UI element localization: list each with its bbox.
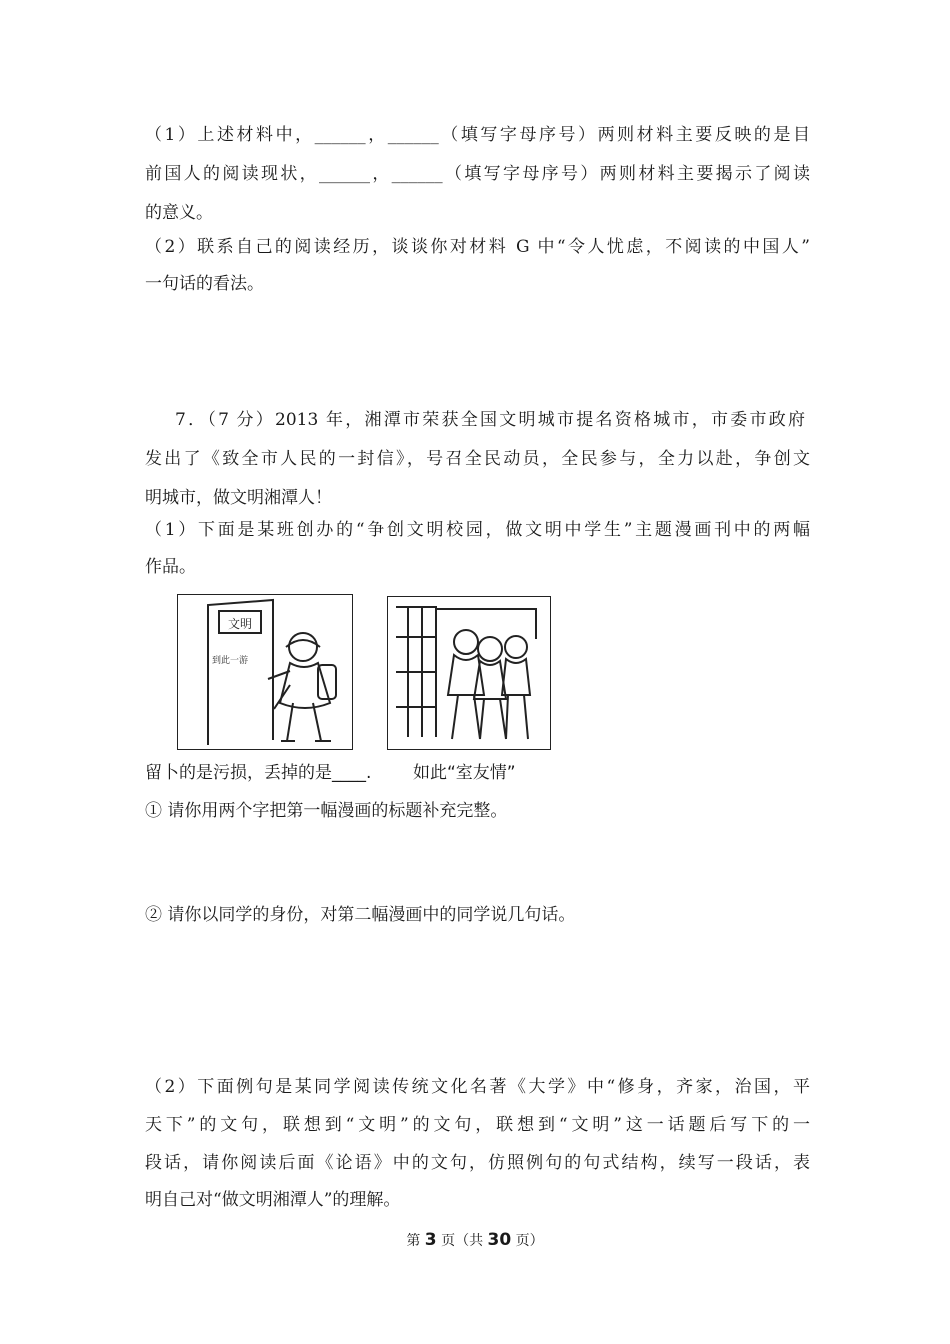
q6-sub1-line3: 的意义。 xyxy=(145,203,213,223)
footer-middle: 页（共 xyxy=(436,1233,488,1249)
q6-sub1-line2: 前国人的阅读现状，______，______（填写字母序号）两则材料主要揭示了阅读 xyxy=(145,164,810,184)
footer-suffix: 页） xyxy=(511,1233,544,1249)
q7-sub2-line1: （2）下面例句是某同学阅读传统文化名著《大学》中“修身，齐家，治国，平 xyxy=(145,1077,810,1097)
q7-sub1-line1: （1）下面是某班创办的“争创文明校园，做文明中学生”主题漫画刊中的两幅 xyxy=(145,520,810,540)
cartoon-dorm-drawing xyxy=(388,597,550,749)
q7-intro-line2: 发出了《致全市人民的一封信》，号召全民动员，全民参与，全力以赴，争创文 xyxy=(145,449,810,469)
cartoon-wall-text: 到此一游 xyxy=(212,656,249,666)
q7-task1: ① 请你用两个字把第一幅漫画的标题补充完整。 xyxy=(145,801,508,821)
q7-intro-line3: 明城市，做文明湘潭人！ xyxy=(145,488,332,508)
footer-total-pages: 30 xyxy=(487,1230,512,1250)
cartoon-sign-text: 文明 xyxy=(227,617,253,631)
q6-sub1-line1: （1）上述材料中，______，______（填写字母序号）两则材料主要反映的是目 xyxy=(145,125,810,145)
cartoon-graffiti-drawing xyxy=(178,595,352,749)
q6-sub2-line2: 一句话的看法。 xyxy=(145,274,264,294)
q7-task2: ② 请你以同学的身份，对第二幅漫画中的同学说几句话。 xyxy=(145,905,576,925)
q7-intro-line1: 7．（7 分）2013 年，湘潭市荣获全国文明城市提名资格城市，市委市政府 xyxy=(175,410,805,430)
q7-sub1-line2: 作品。 xyxy=(145,557,196,577)
page-footer xyxy=(0,1230,950,1251)
q6-sub2-line1: （2）联系自己的阅读经历，谈谈你对材料 G 中“令人忧虑，不阅读的中国人” xyxy=(145,237,810,257)
cartoon-graffiti xyxy=(177,594,353,750)
cartoon2-caption: 如此“室友情” xyxy=(413,763,516,783)
q7-sub2-line2: 天下”的文句，联想到“文明”的文句，联想到“文明”这一话题后写下的一 xyxy=(145,1115,810,1135)
cartoon-dorm xyxy=(387,596,551,750)
cartoon1-caption: 留卜的是污损，丢掉的是____. xyxy=(145,763,372,783)
footer-prefix: 第 xyxy=(406,1233,425,1249)
q7-sub2-line4: 明自己对“做文明湘潭人”的理解。 xyxy=(145,1190,401,1210)
footer-page-number: 3 xyxy=(424,1230,437,1250)
q7-sub2-line3: 段话，请你阅读后面《论语》中的文句，仿照例句的句式结构，续写一段话，表 xyxy=(145,1153,810,1173)
